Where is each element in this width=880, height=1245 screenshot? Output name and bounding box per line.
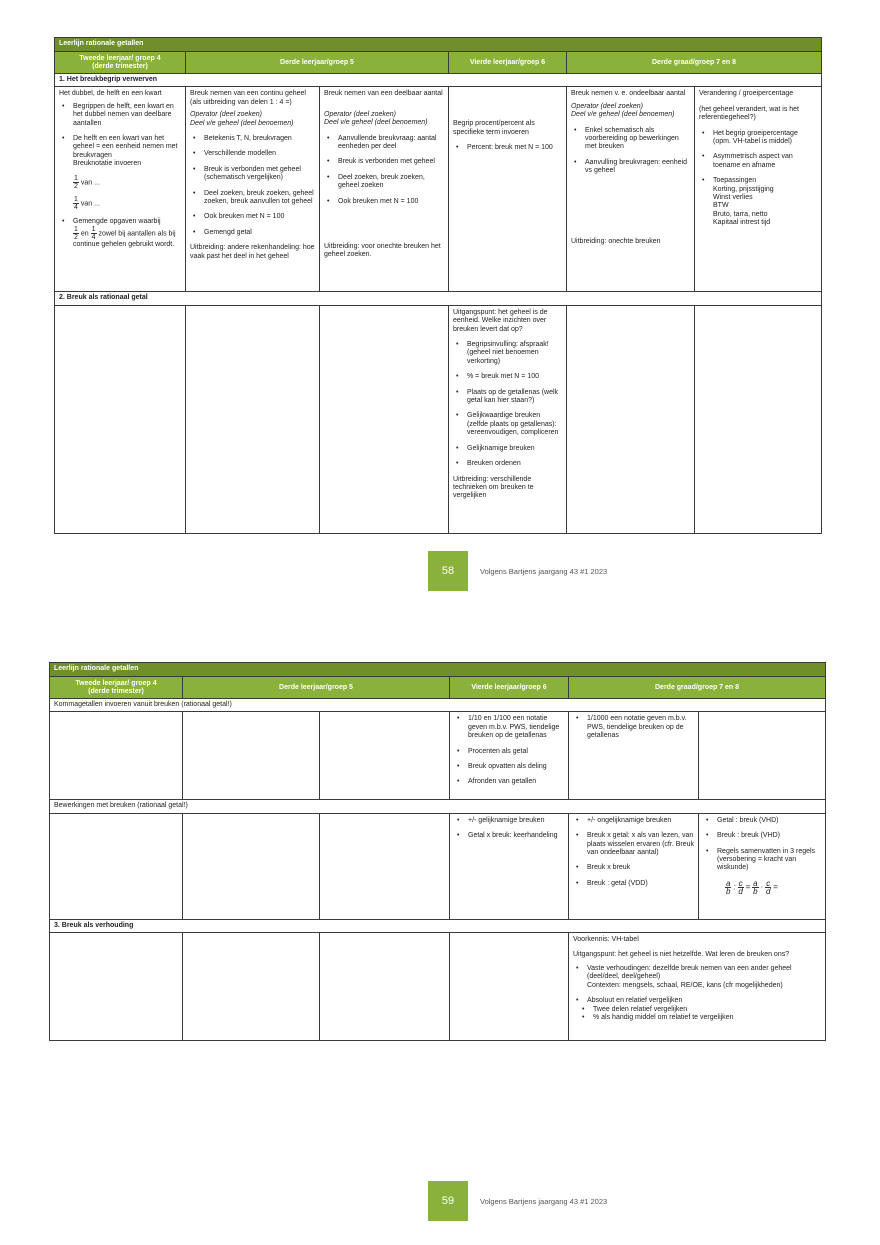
empty-cell xyxy=(450,933,569,1041)
cell-groep-6 xyxy=(449,87,567,292)
division-formula: $\frac{a}{b}$ : $\frac{c}{d}$ = $\frac{a}{b}$ · $\frac{c}{d}$ = xyxy=(726,878,778,896)
empty-cell xyxy=(320,813,450,919)
cell-groep-7-8-ondeelbaar: Breuk nemen v. e. ondeelbaar aantal Operator (deel zoeken) Deel v/e geheel (deel benoemen) • Enkel schematisch als voorbereiding op bewerkingen met breuken • Aanvulling breukvragen: eenheid vs geheel Uitbreiding: onechte breuken xyxy=(567,87,695,292)
cell-groep-6-bewerkingen xyxy=(450,813,569,919)
cell-groep-7-8-groei xyxy=(695,87,822,292)
list-item: • Percent: breuk met N = 100 xyxy=(467,144,562,152)
header-groep-6: Vierde leerjaar/groep 6 xyxy=(450,677,569,699)
list-item: • Breuk opvatten als deling xyxy=(468,763,564,771)
list-item: • Ook breuken met N = 100 xyxy=(338,198,444,206)
list-item: • Gelijkwaardige breuken (zelfde plaats op getallenas): vereenvoudigen, compliceren xyxy=(467,412,562,437)
header-groep-4: Tweede leerjaar/ groep 4 (derde trimester) xyxy=(55,52,186,74)
empty-cell xyxy=(186,305,320,533)
list-item: • Procenten als getal xyxy=(468,748,564,756)
list-item: • Breuk : getal (VDD) xyxy=(587,880,694,888)
empty-cell xyxy=(50,712,183,800)
cell-groep-5-deelbaar: Breuk nemen van een deelbaar aantal Operator (deel zoeken) Deel v/e geheel (deel benoemen) • Aanvullende breukvraag: aantal eenheden per deel • Breuk is verbonden met geheel • Deel zoeken, breuk zoeken, geheel zoeken • Ook breuken met N = 100 Uitbreiding: voor onechte breuken het geheel zoeken. xyxy=(320,87,449,292)
page-number-box: 59 xyxy=(428,1181,468,1221)
list-item: • Breuk : breuk (VHD) xyxy=(717,832,821,840)
header-groep-4: Tweede leerjaar/ groep 4 (derde trimester) xyxy=(50,677,183,699)
list-item: • Het begrip groeipercentage (opm. VH-tabel is middel) xyxy=(713,130,817,147)
cell-intro: Breuk nemen v. e. ondeelbaar aantal xyxy=(571,90,686,98)
fraction: $\frac{1}{4}$ xyxy=(91,226,96,242)
empty-cell xyxy=(183,813,320,919)
list-item: • Getal x breuk: keerhandeling xyxy=(468,832,564,840)
empty-cell xyxy=(567,305,695,533)
extension-note: Uitbreiding: verschillende technieken om breuken te vergelijken xyxy=(453,475,534,500)
list-item: • Begrippen de helft, een kwart en het dubbel nemen van deelbare aantallen xyxy=(73,103,181,128)
section-heading: 3. Breuk als verhouding xyxy=(50,919,826,932)
header-groep-5: Derde leerjaar/groep 5 xyxy=(183,677,450,699)
list-item: • Breuk is verbonden met geheel xyxy=(338,158,444,166)
cell-intro: Uitgangspunt: het geheel is de eenheid. Welke inzichten over breuken levert dat op? xyxy=(453,308,548,333)
empty-cell xyxy=(695,305,822,533)
list-item: • Begripsinvulling: afspraak! (geheel niet benoemen verkorting) xyxy=(467,341,562,366)
list-item: • +/- gelijknamige breuken xyxy=(468,817,564,825)
list-item: • Toepassingen Korting, prijsstijging Winst verlies BTW Bruto, tarra, netto Kapitaal intrest tijd xyxy=(713,177,817,227)
empty-cell xyxy=(183,933,320,1041)
cell-groep-7-8-komma xyxy=(569,712,699,800)
list-item: • Verschillende modellen xyxy=(204,150,315,158)
cell-intro: Begrip procent/percent als specifieke term invoeren xyxy=(453,120,535,136)
list-item: • Deel zoeken, breuk zoeken, geheel zoeken xyxy=(338,174,444,191)
list-item: • Aanvulling breukvragen: eenheid vs geheel xyxy=(585,159,690,176)
list-item: • Ook breuken met N = 100 xyxy=(204,213,315,221)
cell-note: Uitgangspunt: het geheel is niet hetzelfde. Wat leren de breuken ons? xyxy=(573,950,790,958)
empty-cell xyxy=(320,305,449,533)
list-item: • Breuken ordenen xyxy=(467,460,562,468)
empty-cell xyxy=(50,933,183,1041)
list-item: • De helft en een kwart van het geheel = een eenheid nemen met breukvragen Breuknotatie invoeren $\frac{1}{2}$ van ... $\frac{1}{4}$ van ... xyxy=(73,135,181,211)
list-item: • +/- ongelijknamige breuken xyxy=(587,817,694,825)
list-item: • Plaats op de getallenas (welk getal kan hier staan?) xyxy=(467,389,562,406)
header-groep-7-8: Derde graad/groep 7 en 8 xyxy=(567,52,822,74)
footer-text: Volgens Bartjens jaargang 43 #1 2023 xyxy=(480,1197,608,1206)
extension-note: Uitbreiding: onechte breuken xyxy=(571,237,661,245)
extension-note: Uitbreiding: andere rekenhandeling: hoe vaak past het deel in het geheel xyxy=(190,244,315,260)
sub-list-item: • Twee delen relatief vergelijken xyxy=(593,1006,821,1014)
empty-cell xyxy=(699,712,826,800)
cell-intro: Breuk nemen van een deelbaar aantal xyxy=(324,90,443,98)
empty-cell xyxy=(320,933,450,1041)
extension-note: Uitbreiding: voor onechte breuken het geheel zoeken. xyxy=(324,243,441,259)
section-heading: Bewerkingen met breuken (rationaal getal!) xyxy=(50,800,826,813)
table-title: Leerlijn rationale getallen xyxy=(55,38,822,52)
section-heading: 2. Breuk als rationaal getal xyxy=(55,292,822,305)
list-item: • Betekenis T, N, breukvragen xyxy=(204,135,315,143)
page-number-box: 58 xyxy=(428,551,468,591)
list-item: • Gelijknamige breuken xyxy=(467,445,562,453)
fraction: $\frac{1}{2}$ xyxy=(74,174,78,190)
list-item: • Enkel schematisch als voorbereiding op bewerkingen met breuken xyxy=(585,127,690,152)
list-item: • 1/1000 een notatie geven m.b.v. PWS, tiendelige breuken op de getallenas xyxy=(587,715,694,740)
cell-groep-4 xyxy=(55,87,186,292)
list-item: • Breuk x breuk xyxy=(587,864,694,872)
fraction: $\frac{1}{4}$ xyxy=(74,195,78,211)
cell-groep-5-continu: Breuk nemen van een continu geheel (als uitbreiding van delen 1 : 4 =) Operator (deel zoeken) Deel v/e geheel (deel benoemen) • Betekenis T, N, breukvragen • Verschillende modellen • Breuk is verbonden met geheel (schematisch vergelijken) • Deel zoeken, breuk zoeken, geheel zoeken, breuk aanvullen tot geheel • Ook breuken met N = 100 • Gemengd getal Uitbreiding: andere rekenhandeling: hoe vaak past het deel in het geheel xyxy=(186,87,320,292)
list-item: • Getal : breuk (VHD) xyxy=(717,817,821,825)
cell-intro: Verandering / groeipercentage xyxy=(699,90,794,98)
cell-groep-7-8-verhouding xyxy=(569,933,826,1041)
section-heading: Kommagetallen invoeren vanuit breuken (rationaal getal!) xyxy=(50,699,826,712)
header-groep-5: Derde leerjaar/groep 5 xyxy=(186,52,449,74)
cell-groep-6-rationaal xyxy=(449,305,567,533)
list-item: • Absoluut en relatief vergelijken • Twee delen relatief vergelijken • % als handig middel om relatief te vergelijken xyxy=(587,997,821,1022)
cell-groep-6-komma xyxy=(450,712,569,800)
sub-list-item: • % als handig middel om relatief te vergelijken xyxy=(593,1014,821,1022)
list-item: • Asymmetrisch aspect van toename en afname xyxy=(713,153,817,170)
empty-cell xyxy=(320,712,450,800)
list-item: • Gemengde opgaven waarbij $\frac{1}{2}$ en $\frac{1}{4}$ zowel bij aantallen als bij continue gehelen gebruikt wordt. xyxy=(73,218,181,250)
footer-text: Volgens Bartjens jaargang 43 #1 2023 xyxy=(480,567,608,576)
list-item: • Gemengd getal xyxy=(204,229,315,237)
fraction: $\frac{1}{2}$ xyxy=(74,226,78,242)
cell-intro: Breuk nemen van een continu geheel (als uitbreiding van delen 1 : 4 =) xyxy=(190,90,306,106)
header-groep-6: Vierde leerjaar/groep 6 xyxy=(449,52,567,74)
list-item: • % = breuk met N = 100 xyxy=(467,373,562,381)
empty-cell xyxy=(55,305,186,533)
list-item: • Regels samenvatten in 3 regels (versobering = kracht van wiskunde) xyxy=(717,848,821,873)
header-groep-7-8: Derde graad/groep 7 en 8 xyxy=(569,677,826,699)
bottom-curriculum-table xyxy=(49,662,826,1041)
cell-groep-7-8-bewerkingen-a xyxy=(569,813,699,919)
list-item: • Aanvullende breukvraag: aantal eenheden per deel xyxy=(338,135,444,152)
cell-note: (het geheel verandert, wat is het referentiegeheel?) xyxy=(699,105,800,122)
empty-cell xyxy=(50,813,183,919)
empty-cell xyxy=(183,712,320,800)
cell-intro: Voorkennis: VH-tabel xyxy=(573,936,639,944)
list-item: • Vaste verhoudingen: dezelfde breuk nemen van een ander geheel (deel/deel, deel/geheel) Contexten: mengsels, schaal, RE/OE, kans (cfr mogelijkheden) xyxy=(587,965,821,990)
list-item: • Breuk is verbonden met geheel (schematisch vergelijken) xyxy=(204,166,315,183)
list-item: • 1/10 en 1/100 een notatie geven m.b.v. PWS, tiendelige breuken op de getallenas xyxy=(468,715,564,740)
list-item: • Breuk x getal: x als van lezen, van plaats wisselen ervaren (cfr. Breuk van ondeelbaar aantal) xyxy=(587,832,694,857)
list-item: • Deel zoeken, breuk zoeken, geheel zoeken, breuk aanvullen tot geheel xyxy=(204,190,315,207)
section-heading: 1. Het breukbegrip verwerven xyxy=(55,74,822,87)
table-title: Leerlijn rationale getallen xyxy=(50,663,826,677)
list-item: • Afronden van getallen xyxy=(468,778,564,786)
top-curriculum-table xyxy=(54,37,822,534)
cell-groep-7-8-bewerkingen-b xyxy=(699,813,826,919)
cell-intro: Het dubbel, de helft en een kwart xyxy=(59,90,162,98)
